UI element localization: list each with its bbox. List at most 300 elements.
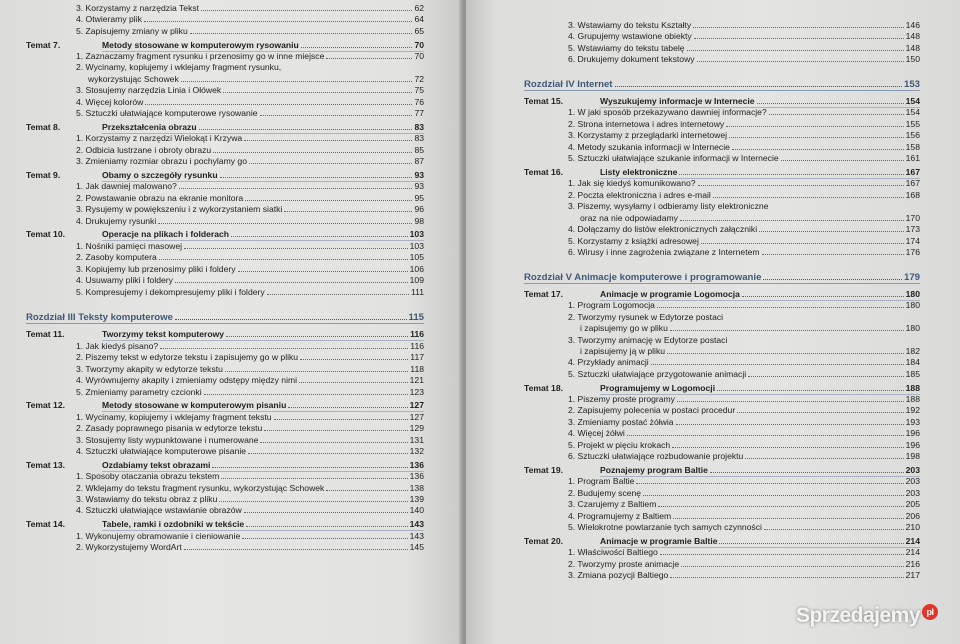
entry-title: 3. Tworzymy akapity w edytorze tekstu	[76, 363, 223, 374]
dot-leader	[670, 330, 904, 331]
page-number: 115	[408, 312, 424, 324]
page-number: 132	[409, 445, 424, 456]
entry-title: 2. Strona internetowa i adres internetowy	[568, 118, 725, 129]
entry-title: Rozdział V Animacje komputerowe i programowanie	[524, 271, 762, 283]
toc-entry	[76, 341, 424, 352]
dot-leader	[223, 92, 412, 93]
dot-leader	[299, 382, 408, 383]
toc-entry	[568, 247, 920, 258]
entry-title: 3. Korzystamy z narzędzia Tekst	[76, 3, 200, 13]
chapter-underline	[524, 283, 920, 284]
toc-topic	[26, 519, 424, 530]
page-number: 109	[409, 275, 424, 286]
toc-entry	[76, 542, 424, 553]
dot-leader	[693, 27, 903, 28]
toc-entry	[76, 264, 424, 275]
entry-title: 4. Wyrównujemy akapity i zmieniamy odstępy między nimi	[76, 375, 298, 386]
entry-title: 4. Sztuczki ułatwiające wstawianie obrazów	[76, 505, 242, 516]
dot-leader	[713, 197, 904, 198]
page-number: 83	[414, 133, 424, 144]
dot-leader	[175, 319, 407, 320]
toc-entry	[568, 394, 920, 405]
dot-leader	[267, 294, 409, 295]
toc-entry	[568, 522, 920, 533]
topic-number: Temat 12.	[26, 400, 66, 411]
page-number: 95	[414, 192, 424, 203]
toc-entry	[580, 346, 920, 357]
entry-title: 3. Czarujemy z Baltiem	[568, 499, 657, 510]
page-number: 136	[409, 471, 424, 482]
dot-leader	[697, 61, 904, 62]
page-number: 64	[414, 14, 424, 25]
toc-chapter	[524, 79, 920, 90]
toc-entry	[76, 133, 424, 144]
dot-leader	[680, 220, 904, 221]
toc-entry	[76, 108, 424, 119]
toc-entry	[568, 488, 920, 499]
page-number: 168	[905, 189, 920, 200]
left-page	[0, 0, 462, 644]
entry-title: 1. Sposoby otaczania obrazu tekstem	[76, 471, 220, 482]
page-number: 182	[905, 345, 920, 356]
topic-number: Temat 10.	[26, 229, 66, 240]
toc-entry	[568, 201, 920, 212]
entry-title: 3. Wstawiamy do tekstu obraz z pliku	[76, 493, 218, 504]
entry-title: Metody stosowane w komputerowym pisaniu	[102, 400, 287, 411]
entry-title: 2. Tworzymy proste animacje	[568, 558, 680, 569]
entry-title: 1. W jaki sposób przekazywano dawniej informacje?	[568, 107, 767, 118]
entry-title: 4. Otwieramy plik	[76, 14, 142, 25]
dot-leader	[284, 211, 412, 212]
dot-leader	[199, 129, 413, 130]
entry-title: 4. Więcej kolorów	[76, 96, 144, 107]
dot-leader	[204, 394, 408, 395]
dot-leader	[326, 58, 412, 59]
dot-leader	[757, 103, 904, 104]
entry-title: Programujemy w Logomocji	[600, 382, 716, 393]
entry-title: Ozdabiamy tekst obrazami	[102, 459, 211, 470]
toc-entry	[568, 107, 920, 118]
entry-title: 5. Korzystamy z książki adresowej	[568, 235, 699, 246]
page-number: 205	[905, 499, 920, 510]
page-number: 180	[905, 288, 920, 299]
topic-number: Temat 7.	[26, 39, 61, 50]
toc-entry	[568, 178, 920, 189]
dot-leader	[651, 364, 904, 365]
dot-leader	[181, 81, 413, 82]
toc-entry	[568, 119, 920, 130]
topic-number: Temat 11.	[26, 329, 65, 340]
page-number: 98	[414, 215, 424, 226]
entry-title: 2. Wklejamy do tekstu fragment rysunku, wykorzystując Schowek	[76, 482, 325, 493]
dot-leader	[726, 126, 903, 127]
dot-leader	[260, 442, 407, 443]
entry-title: 3. Piszemy, wysyłamy i odbieramy listy elektroniczne	[568, 201, 769, 212]
page-number: 196	[905, 439, 920, 450]
toc-entry	[568, 335, 920, 346]
page-number: 161	[905, 153, 920, 164]
page-number: 105	[409, 252, 424, 263]
dot-leader	[679, 174, 903, 175]
dot-leader	[159, 259, 408, 260]
entry-title: 4. Przykłady animacji	[568, 357, 649, 368]
dot-leader	[158, 223, 412, 224]
entry-title: 3. Tworzymy animację w Edytorze postaci	[568, 334, 728, 345]
dot-leader	[288, 407, 407, 408]
entry-title: 3. Kopiujemy lub przenosimy pliki i foldery	[76, 263, 236, 274]
toc-topic	[26, 40, 424, 51]
page-number: 185	[905, 368, 920, 379]
toc-entry	[580, 213, 920, 224]
dot-leader	[246, 526, 407, 527]
toc-entry	[568, 428, 920, 439]
page-number: 75	[414, 85, 424, 96]
toc-entry	[76, 412, 424, 423]
page-number: 143	[409, 519, 424, 530]
dot-leader	[732, 149, 904, 150]
entry-title: 5. Kompresujemy i dekompresujemy pliki i foldery	[76, 286, 265, 297]
toc-entry	[568, 300, 920, 311]
dot-leader	[643, 495, 904, 496]
page-number: 170	[905, 212, 920, 223]
entry-title: 2. Powstawanie obrazu na ekranie monitora	[76, 192, 244, 203]
entry-title: 4. Drukujemy rysunki	[76, 215, 157, 226]
topic-number: Temat 18.	[524, 382, 564, 393]
toc-entry	[568, 405, 920, 416]
entry-title: 6. Sztuczki ułatwiające rozbudowanie projektu	[568, 451, 744, 462]
page-number: 188	[905, 393, 920, 404]
dot-leader	[184, 248, 408, 249]
entry-title: Przekształcenia obrazu	[102, 121, 197, 132]
entry-title: 1. Wycinamy, kopiujemy i wklejamy fragment tekstu	[76, 411, 272, 422]
entry-title: 1. Jak kiedyś pisano?	[76, 340, 159, 351]
toc-topic	[26, 329, 424, 340]
toc-chapter	[26, 312, 424, 323]
entry-title: 1. Jak się kiedyś komunikowano?	[568, 178, 696, 189]
dot-leader	[710, 472, 904, 473]
dot-leader	[657, 307, 904, 308]
dot-leader	[729, 137, 904, 138]
toc-entry	[76, 145, 424, 156]
toc-entry	[76, 216, 424, 227]
entry-title: Poznajemy program Baltie	[600, 464, 708, 475]
topic-number: Temat 13.	[26, 459, 66, 470]
page-number: 203	[905, 487, 920, 498]
toc-entry	[568, 43, 920, 54]
entry-title: 2. Zasoby komputera	[76, 252, 157, 263]
dot-leader	[212, 467, 407, 468]
entry-title: 5. Zapisujemy zmiany w pliku	[76, 25, 188, 36]
page-number: 193	[905, 416, 920, 427]
toc-entry	[76, 14, 424, 25]
page-number: 76	[414, 96, 424, 107]
page-number: 131	[409, 434, 424, 445]
page-number: 167	[905, 178, 920, 189]
topic-number: Temat 9.	[26, 169, 61, 180]
entry-title: oraz na nie odpowiadamy	[580, 212, 678, 223]
page-number: 174	[905, 235, 920, 246]
entry-title: i zapisujemy go w pliku	[580, 323, 668, 334]
toc-entry	[76, 85, 424, 96]
dot-leader	[221, 478, 407, 479]
page-number: 148	[905, 31, 920, 42]
dot-leader	[179, 188, 413, 189]
entry-title: 1. Jak dawniej malowano?	[76, 181, 177, 192]
page-number: 70	[414, 51, 424, 61]
page-number: 140	[409, 505, 424, 516]
toc-entry	[76, 446, 424, 457]
dot-leader	[249, 163, 412, 164]
dot-leader	[242, 538, 407, 539]
dot-leader	[231, 236, 408, 237]
page-number: 136	[409, 459, 424, 470]
dot-leader	[615, 86, 902, 87]
entry-title: 2. Poczta elektroniczna i adres e-mail	[568, 189, 711, 200]
page-number: 203	[905, 476, 920, 487]
entry-title: 3. Korzystamy z przeglądarki internetowej	[568, 130, 728, 141]
toc-topic	[26, 400, 424, 411]
entry-title: Tworzymy tekst komputerowy	[102, 329, 225, 340]
page-number: 77	[414, 108, 424, 119]
dot-leader	[274, 419, 408, 420]
entry-title: 5. Sztuczki ułatwiające przygotowanie animacji	[568, 368, 747, 379]
entry-title: 1. Wykonujemy obramowanie i cieniowanie	[76, 530, 241, 541]
dot-leader	[737, 412, 903, 413]
entry-title: 2. Wycinamy, kopiujemy i wklejamy fragment rysunku,	[76, 62, 282, 73]
dot-leader	[762, 254, 904, 255]
toc-entry	[76, 531, 424, 542]
dot-leader	[673, 518, 903, 519]
dot-leader	[238, 271, 408, 272]
topic-number: Temat 17.	[524, 288, 564, 299]
page-number: 139	[409, 493, 424, 504]
page-number: 111	[410, 286, 424, 297]
page-number: 196	[905, 428, 920, 439]
page-number: 106	[409, 263, 424, 274]
toc-entry	[76, 435, 424, 446]
page-number: 216	[905, 558, 920, 569]
topic-number: Temat 14.	[26, 519, 66, 530]
entry-title: 1. Zaznaczamy fragment rysunku i przenosimy go w inne miejsce	[76, 51, 325, 61]
entry-title: 1. Piszemy proste programy	[568, 393, 675, 404]
toc-entry	[568, 451, 920, 462]
dot-leader	[220, 177, 413, 178]
toc-entry	[76, 156, 424, 167]
page-number: 214	[905, 535, 920, 546]
dot-leader	[636, 483, 903, 484]
entry-title: 5. Zmieniamy parametry czcionki	[76, 386, 202, 397]
entry-title: 1. Korzystamy z narzędzi Wielokąt i Krzywa	[76, 133, 243, 144]
page-number: 179	[903, 271, 920, 283]
toc-entry	[568, 312, 920, 323]
dot-leader	[213, 152, 412, 153]
page-number: 156	[905, 130, 920, 141]
page-number: 217	[905, 570, 920, 581]
entry-title: 3. Zmieniamy rozmiar obrazu i pochylamy go	[76, 156, 247, 167]
dot-leader	[677, 401, 904, 402]
toc-topic	[26, 229, 424, 240]
entry-title: 3. Zmieniamy postać żółwia	[568, 416, 674, 427]
toc-topic	[26, 122, 424, 133]
toc-entry	[568, 559, 920, 570]
toc-entry	[76, 193, 424, 204]
entry-title: 4. Sztuczki ułatwiające komputerowe pisanie	[76, 445, 247, 456]
dot-leader	[219, 501, 407, 502]
page-number: 116	[410, 329, 424, 340]
page-number: 72	[414, 73, 424, 84]
entry-title: 4. Dołączamy do listów elektronicznych załączniki	[568, 224, 758, 235]
entry-title: Obamy o szczegóły rysunku	[102, 169, 218, 180]
topic-number: Temat 20.	[524, 535, 564, 546]
entry-title: 5. Sztuczki ułatwiające komputerowe rysowanie	[76, 108, 258, 119]
page-number: 93	[414, 181, 424, 192]
page-number: 148	[905, 42, 920, 53]
dot-leader	[226, 336, 408, 337]
page-number: 173	[905, 224, 920, 235]
entry-title: 2. Zasady poprawnego pisania w edytorze tekstu	[76, 423, 263, 434]
entry-title: 4. Programujemy z Baltiem	[568, 510, 672, 521]
toc-entry	[76, 275, 424, 286]
entry-title: 4. Metody szukania informacji w Internecie	[568, 141, 730, 152]
entry-title: 5. Sztuczki ułatwiające szukanie informacji w Internecie	[568, 153, 779, 164]
page-number: 118	[410, 363, 424, 374]
dot-leader	[245, 200, 412, 201]
dot-leader	[748, 376, 903, 377]
page-number: 145	[409, 541, 424, 552]
page-number: 176	[905, 247, 920, 258]
page-number: 85	[414, 144, 424, 155]
entry-title: Metody stosowane w komputerowym rysowaniu	[102, 39, 299, 50]
toc-topic	[524, 536, 920, 547]
toc-entry	[568, 570, 920, 581]
page-number: 103	[409, 229, 424, 240]
toc-entry	[568, 31, 920, 42]
dot-leader	[701, 243, 904, 244]
entry-title: Animacje w programie Baltie	[600, 535, 718, 546]
page-number: 192	[905, 405, 920, 416]
toc-entry	[76, 505, 424, 516]
page-number: 153	[903, 78, 920, 90]
toc-entry	[568, 54, 920, 65]
toc-entry	[568, 369, 920, 380]
page-number: 127	[409, 400, 424, 411]
page-number: 65	[414, 25, 424, 36]
dot-leader	[201, 10, 412, 11]
page-number: 83	[414, 121, 424, 132]
entry-title: wykorzystując Schowek	[88, 73, 179, 84]
page-number: 188	[905, 382, 920, 393]
toc-topic	[524, 383, 920, 394]
entry-title: Rozdział IV Internet	[524, 78, 613, 90]
dot-leader	[244, 140, 412, 141]
toc-entry	[76, 26, 424, 37]
toc-entry	[76, 387, 424, 398]
page-number: 155	[905, 118, 920, 129]
page-number: 62	[414, 3, 424, 13]
right-page	[466, 0, 960, 644]
toc-entry	[76, 483, 424, 494]
page-number: 214	[905, 547, 920, 558]
toc-entry	[76, 352, 424, 363]
toc-entry	[88, 74, 424, 85]
entry-title: 2. Piszemy tekst w edytorze tekstu i zapisujemy go w pliku	[76, 352, 299, 363]
entry-title: 5. Wstawiamy do tekstu tabelę	[568, 42, 685, 53]
dot-leader	[184, 549, 408, 550]
page-number: 198	[905, 451, 920, 462]
toc-entry	[568, 440, 920, 451]
page-number: 143	[409, 530, 424, 541]
entry-title: 3. Stosujemy narzędzia Linia i Ołówek	[76, 85, 222, 96]
toc-chapter	[524, 272, 920, 283]
entry-title: Tabele, ramki i ozdobniki w tekście	[102, 519, 245, 530]
entry-title: Wyszukujemy informacje w Internecie	[600, 96, 755, 106]
entry-title: Animacje w programie Logomocja	[600, 288, 740, 299]
entry-title: 6. Wirusy i inne zagrożenia związane z Internetem	[568, 247, 760, 258]
dot-leader	[248, 453, 408, 454]
page-number: 146	[905, 20, 920, 30]
toc-entry	[580, 323, 920, 334]
page-number: 70	[414, 39, 424, 50]
toc-entry	[568, 20, 920, 31]
dot-leader	[745, 458, 903, 459]
toc-entry	[568, 236, 920, 247]
entry-title: 4. Grupujemy wstawione obiekty	[568, 31, 692, 42]
toc-entry	[568, 153, 920, 164]
topic-number: Temat 8.	[26, 121, 61, 132]
page-number: 206	[905, 510, 920, 521]
dot-leader	[658, 506, 903, 507]
dot-leader	[759, 231, 904, 232]
entry-title: 2. Wykorzystujemy WordArt	[76, 541, 182, 552]
page-number: 154	[905, 96, 920, 106]
toc-entry	[76, 204, 424, 215]
entry-title: 2. Odbicia lustrzane i obroty obrazu	[76, 144, 212, 155]
page-number: 117	[410, 352, 424, 363]
toc-entry	[76, 3, 424, 14]
topic-number: Temat 15.	[524, 96, 564, 106]
page-number: 180	[905, 300, 920, 311]
entry-title: 5. Projekt w pięciu krokach	[568, 439, 671, 450]
entry-title: 1. Program Logomocja	[568, 300, 655, 311]
entry-title: 3. Stosujemy listy wypunktowane i numerowane	[76, 434, 259, 445]
toc-entry	[76, 287, 424, 298]
toc-entry	[76, 364, 424, 375]
toc-entry	[76, 423, 424, 434]
page-number: 180	[905, 323, 920, 334]
toc-entry	[76, 181, 424, 192]
entry-title: i zapisujemy ją w pliku	[580, 345, 666, 356]
page-number: 203	[905, 464, 920, 475]
topic-number: Temat 16.	[524, 166, 564, 177]
entry-title: 5. Wielokrotne powtarzanie tych samych czynności	[568, 522, 762, 533]
dot-leader	[742, 296, 904, 297]
toc-entry	[76, 252, 424, 263]
page-number: 93	[414, 169, 424, 180]
dot-leader	[627, 435, 904, 436]
chapter-underline	[26, 323, 424, 324]
dot-leader	[676, 424, 904, 425]
page-number: 158	[905, 141, 920, 152]
toc-topic	[524, 465, 920, 476]
dot-leader	[764, 529, 904, 530]
dot-leader	[264, 430, 407, 431]
toc-entry	[568, 130, 920, 141]
dot-leader	[667, 353, 904, 354]
entry-title: 3. Rysujemy w powiększeniu i z wykorzystaniem siatki	[76, 204, 283, 215]
dot-leader	[660, 554, 904, 555]
watermark-logo: Sprzedajemy pl	[796, 604, 938, 628]
dot-leader	[300, 359, 408, 360]
